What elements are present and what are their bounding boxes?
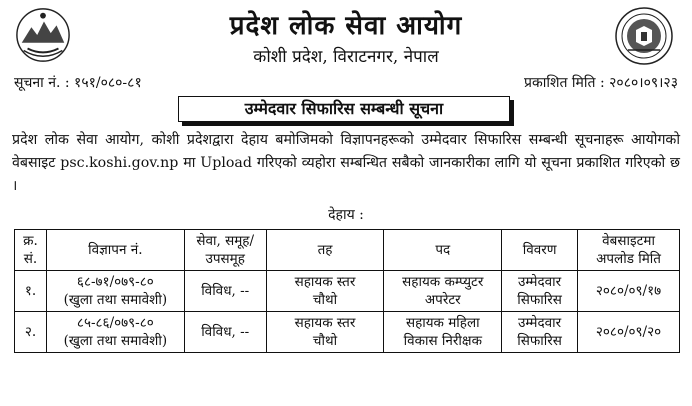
commission-seal-icon (614, 6, 674, 66)
cell-line: ८५-८६/०७९-८० (76, 315, 154, 331)
col-header-sn (15, 230, 47, 271)
organization-subtitle: कोशी प्रदेश, विराटनगर, नेपाल (253, 47, 439, 67)
cell-upload-date: २०८०/०९/२० (578, 312, 680, 353)
cell-line: सहायक कम्प्युटर (402, 274, 484, 290)
cell-line: (खुला तथा समावेशी) (63, 292, 168, 308)
cell-details (502, 312, 578, 353)
col-header-details: विवरण (502, 230, 578, 271)
notice-number: सूचना नं. : १५१/०८०-८१ (14, 75, 142, 91)
header-line: उपसमूह (205, 251, 245, 267)
cell-line: ६८-७१/०७९-८० (76, 274, 154, 290)
table-row (15, 312, 680, 353)
cell-line: विकास निरीक्षक (403, 333, 482, 349)
cell-line: उम्मेदवार (518, 315, 562, 331)
table-row (15, 271, 680, 312)
cell-line: चौथो (312, 292, 338, 308)
header-line: सं. (23, 251, 38, 267)
cell-line: उम्मेदवार (518, 274, 562, 290)
header-line: सेवा, समूह/ (196, 233, 255, 249)
cell-upload-date: २०८०/०९/१७ (578, 271, 680, 312)
cell-line: सहायक महिला (405, 315, 480, 331)
cell-ad-no (46, 312, 184, 353)
cell-sn: २. (15, 312, 47, 353)
cell-post (384, 271, 502, 312)
annex-label: देहाय : (328, 207, 364, 223)
organization-title: प्रदेश लोक सेवा आयोग (229, 11, 463, 41)
cell-level (266, 271, 384, 312)
header-line: क्र. (23, 233, 38, 249)
notice-subject: उम्मेदवार सिफारिस सम्बन्धी सूचना (178, 96, 510, 122)
cell-line: सिफारिस (517, 333, 562, 349)
cell-details (502, 271, 578, 312)
cell-service: विविध, -- (184, 312, 266, 353)
cell-line: सहायक स्तर (294, 274, 356, 290)
table-header-row (15, 230, 680, 271)
col-header-ad-no: विज्ञापन नं. (46, 230, 184, 271)
col-header-level: तह (266, 230, 384, 271)
cell-line: अपरेटर (424, 292, 461, 308)
header-line: वेबसाइटमा (602, 233, 655, 249)
cell-ad-no (46, 271, 184, 312)
cell-line: सहायक स्तर (294, 315, 356, 331)
cell-service: विविध, -- (184, 271, 266, 312)
published-date: प्रकाशित मिति : २०८०।०९।२३ (524, 75, 678, 91)
cell-line: सिफारिस (517, 292, 562, 308)
header-line: अपलोड मिति (596, 251, 661, 267)
cell-sn: १. (15, 271, 47, 312)
col-header-service (184, 230, 266, 271)
recommendation-table (14, 229, 680, 353)
cell-line: (खुला तथा समावेशी) (63, 333, 168, 349)
cell-level (266, 312, 384, 353)
cell-line: चौथो (312, 333, 338, 349)
col-header-upload-date (578, 230, 680, 271)
notice-body: प्रदेश लोक सेवा आयोग, कोशी प्रदेशद्वारा देहाय बमोजिमको विज्ञापनहरूको उम्मेदवार सिफारिस सम्बन्धी सूचनाहरू आयोगको वेबसाइट psc.koshi.gov.np मा Upload गरिएको व्यहोरा सम्बन्धित सबैको जानकारीका लागि यो सूचना प्रकाशित गरिएको छ । (12, 132, 680, 194)
cell-post (384, 312, 502, 353)
col-header-post: पद (384, 230, 502, 271)
